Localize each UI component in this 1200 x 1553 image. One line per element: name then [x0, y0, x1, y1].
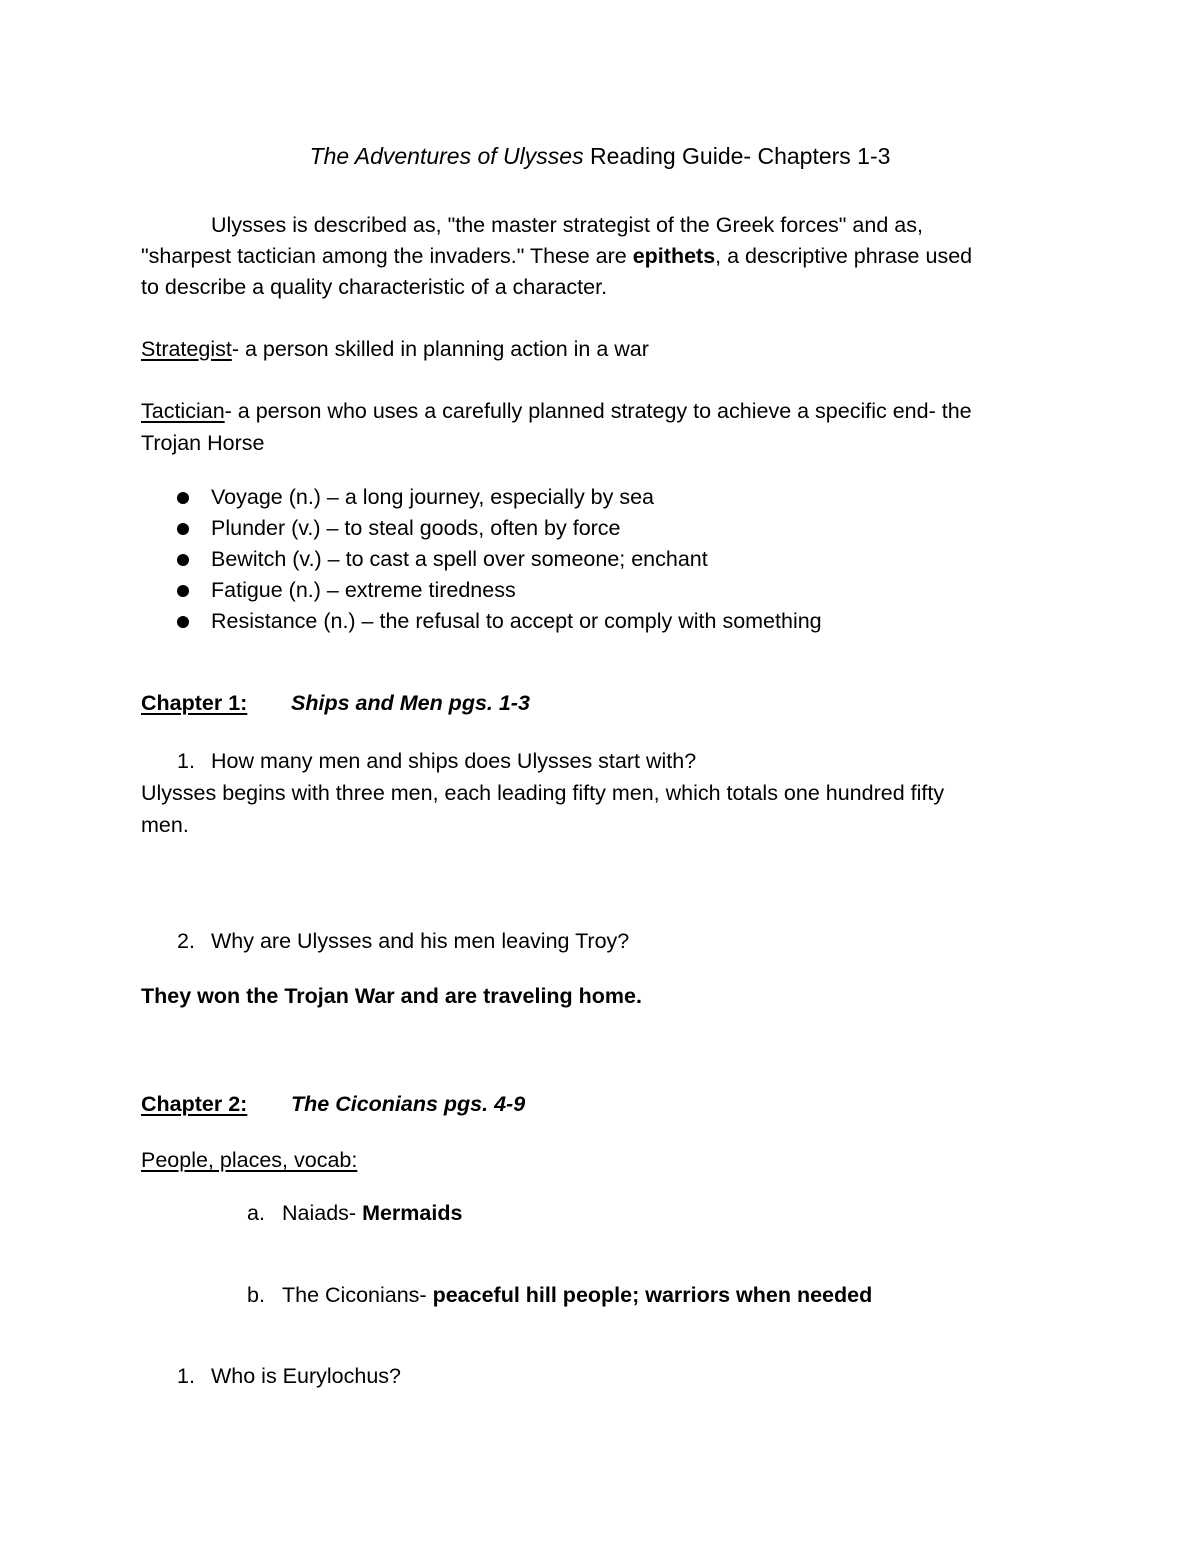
bullet-icon	[177, 616, 189, 628]
title-book-name: The Adventures of Ulysses	[309, 143, 584, 169]
bullet-icon	[177, 492, 189, 504]
tactician-def-line-1: - a person who uses a carefully planned strategy to achieve a specific end- the	[224, 399, 972, 423]
intro-line-2	[141, 246, 972, 268]
intro-line-1: Ulysses is described as, "the master strategist of the Greek forces" and as,	[211, 213, 923, 237]
strategist-term: Strategist	[141, 337, 232, 361]
naiads-def: Mermaids	[362, 1201, 463, 1225]
bullet-icon	[177, 554, 189, 566]
ch2-item-ciconians	[282, 1285, 872, 1307]
bullet-icon	[177, 523, 189, 535]
chapter-1-heading: Ships and Men pgs. 1-3	[291, 691, 530, 715]
ch2-item-a-letter: a.	[247, 1201, 265, 1225]
chapter-2-label: Chapter 2:	[141, 1092, 248, 1116]
ch2-item-naiads	[282, 1203, 462, 1225]
ch1-a1-line-2: men.	[141, 813, 189, 837]
tactician-term: Tactician	[141, 399, 225, 423]
bullet-icon	[177, 585, 189, 597]
vocab-item-voyage: Voyage (n.) – a long journey, especially by sea	[211, 485, 655, 509]
vocab-item-fatigue: Fatigue (n.) – extreme tiredness	[211, 578, 516, 602]
ch1-a1-line-1: Ulysses begins with three men, each leading fifty men, which totals one hundred fifty	[141, 781, 945, 805]
chapter-1-label: Chapter 1:	[141, 691, 248, 715]
intro-line-2-b: , a descriptive phrase used	[715, 244, 973, 268]
definition-tactician	[141, 401, 972, 423]
vocab-item-bewitch: Bewitch (v.) – to cast a spell over someone; enchant	[211, 547, 708, 571]
definition-strategist	[141, 339, 649, 361]
ch1-a2: They won the Trojan War and are traveling home.	[141, 984, 642, 1008]
ch2-q1-number: 1.	[177, 1364, 195, 1388]
ch1-q1-number: 1.	[177, 749, 195, 773]
ch2-q1: Who is Eurylochus?	[211, 1364, 401, 1388]
ch1-q2: Why are Ulysses and his men leaving Troy?	[211, 929, 630, 953]
tactician-def-line-2: Trojan Horse	[141, 431, 265, 455]
ch1-q1: How many men and ships does Ulysses start with?	[211, 749, 697, 773]
strategist-def: - a person skilled in planning action in a war	[231, 337, 649, 361]
ch1-q2-number: 2.	[177, 929, 195, 953]
page-title	[0, 145, 1200, 168]
intro-line-2-a: "sharpest tactician among the invaders." These are	[141, 244, 633, 268]
chapter-2-heading: The Ciconians pgs. 4-9	[291, 1092, 526, 1116]
title-rest: Reading Guide- Chapters 1-3	[583, 143, 891, 169]
epithets-term: epithets	[632, 244, 716, 268]
naiads-term: Naiads-	[282, 1201, 363, 1225]
ciconians-def: peaceful hill people; warriors when needed	[432, 1283, 873, 1307]
ciconians-term: The Ciconians-	[282, 1283, 433, 1307]
ch2-item-b-letter: b.	[247, 1283, 265, 1307]
vocab-item-resistance: Resistance (n.) – the refusal to accept or comply with something	[211, 609, 822, 633]
intro-line-3: to describe a quality characteristic of a character.	[141, 275, 608, 299]
vocab-item-plunder: Plunder (v.) – to steal goods, often by force	[211, 516, 621, 540]
people-places-vocab-label: People, places, vocab:	[141, 1148, 358, 1172]
